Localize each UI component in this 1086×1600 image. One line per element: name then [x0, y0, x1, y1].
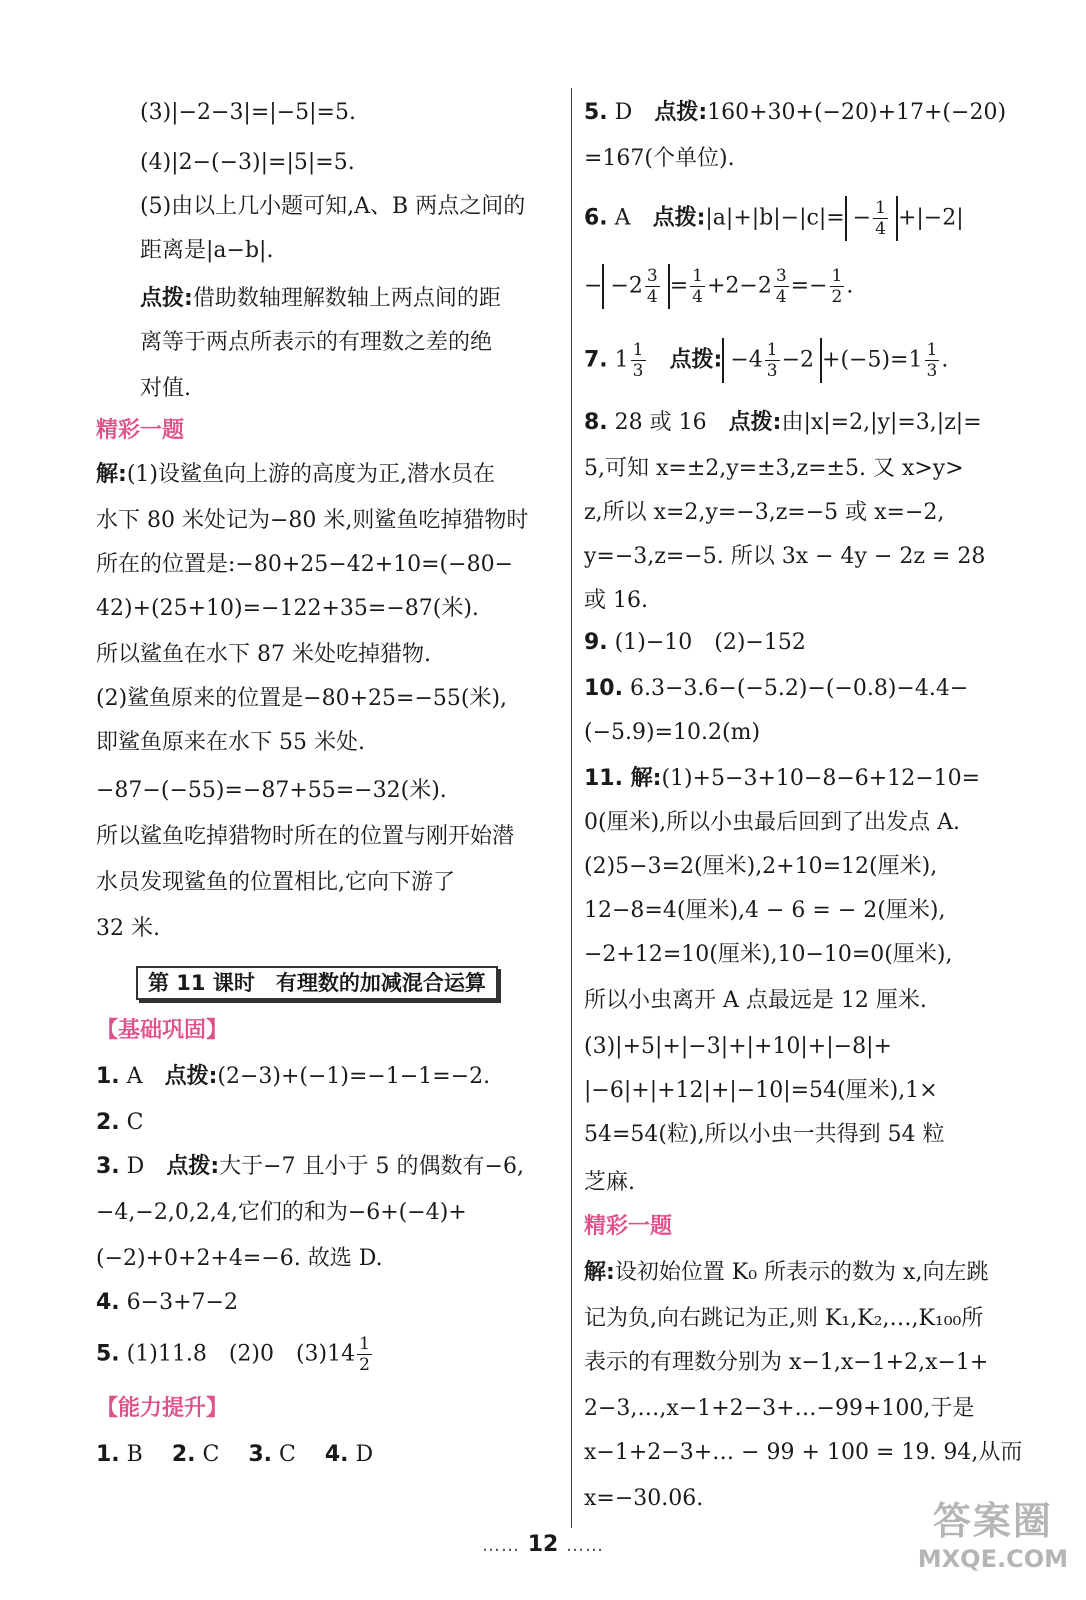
- page-number: 12: [527, 1532, 559, 1557]
- answer-text: 6−3+7−2: [119, 1290, 238, 1315]
- answer-line: [584, 98, 1006, 128]
- numerator: 1: [692, 266, 703, 286]
- text-line: 对值.: [140, 376, 191, 401]
- text-line: 54=54(粒),所以小虫一共得到 54 粒: [584, 1122, 945, 1147]
- denominator: 4: [646, 287, 658, 307]
- denominator: 3: [766, 361, 778, 381]
- math-text: |a|+|b|−|c|=: [705, 205, 845, 231]
- question-number: 5.: [584, 100, 608, 125]
- text-line: x−1+2−3+… − 99 + 100 = 19. 94,从而: [584, 1440, 1023, 1465]
- answer-line: [96, 1062, 490, 1092]
- text-line: 5,可知 x=±2,y=±3,z=±5. 又 x>y>: [584, 456, 964, 481]
- math-text: =: [669, 273, 689, 299]
- question-number: 2.: [171, 1442, 196, 1467]
- answer-text: 28 或 16: [607, 410, 729, 435]
- text-line: (4)|2−(−3)|=|5|=5.: [140, 150, 355, 175]
- text-line: 水下 80 米处记为−80 米,则鲨鱼吃掉猎物时: [96, 508, 529, 533]
- solution-label: 解:: [584, 1260, 615, 1285]
- fraction: [357, 1334, 372, 1375]
- solution-text: 设初始位置 K₀ 所表示的数为 x,向左跳: [614, 1260, 989, 1285]
- text-line: (3)|+5|+|−3|+|+10|+|−8|+: [584, 1034, 892, 1059]
- question-number: 4.: [96, 1290, 120, 1315]
- question-number: 1.: [96, 1442, 120, 1467]
- answer-choice: C: [272, 1442, 318, 1467]
- answer-choice: B: [119, 1442, 165, 1467]
- text-line: 所在的位置是:−80+25−42+10=(−80−: [96, 552, 514, 577]
- hint-text: (2−3)+(−1)=−1−1=−2.: [217, 1064, 491, 1089]
- solution-text: (1)设鲨鱼向上游的高度为正,潜水员在: [126, 462, 495, 487]
- answer-text: 6.3−3.6−(−5.2)−(−0.8)−4.4−: [622, 676, 969, 701]
- hint-label: 点拨:: [140, 286, 193, 311]
- absolute-value: [845, 196, 898, 241]
- fraction: [873, 198, 888, 239]
- hint-label: 点拨:: [654, 100, 708, 125]
- hint-text: 160+30+(−20)+17+(−20): [707, 100, 1007, 125]
- solution-label: 解:: [96, 462, 127, 487]
- hint-text: 由|x|=2,|y|=3,|z|=: [781, 410, 982, 435]
- hint-label: 点拨:: [669, 347, 723, 373]
- footer-dots: ……: [482, 1535, 521, 1556]
- text-line: 或 16.: [584, 588, 648, 613]
- text-line: 所以鲨鱼在水下 87 米处吃掉猎物.: [96, 642, 431, 667]
- hint-label: 点拨:: [164, 1064, 218, 1089]
- question-number: 1.: [96, 1064, 120, 1089]
- math-text: −2: [781, 347, 815, 373]
- section-heading-jingcai: 精彩一题: [96, 418, 185, 443]
- math-text: .: [941, 347, 949, 373]
- section-heading-nengli: 【能力提升】: [96, 1396, 229, 1421]
- question-number: 9.: [584, 630, 608, 655]
- question-number: 10.: [584, 676, 623, 701]
- fraction: [765, 340, 780, 381]
- answer-choice: C: [195, 1442, 242, 1467]
- text-line: 水员发现鲨鱼的位置相比,它向下游了: [96, 870, 455, 895]
- hint-label: 点拨:: [166, 1154, 220, 1179]
- text-line: 12−8=4(厘米),4 − 6 = − 2(厘米),: [584, 898, 946, 923]
- numerator: 1: [766, 340, 778, 360]
- column-divider: [571, 88, 572, 1528]
- fraction: [645, 266, 660, 307]
- math-line: [584, 264, 853, 309]
- math-text: +(−5)=1: [822, 347, 923, 373]
- math-text: +|−2|: [897, 205, 964, 231]
- absolute-value: [602, 264, 669, 309]
- text-line: y=−3,z=−5. 所以 3x − 4y − 2z = 28: [584, 544, 986, 569]
- fraction: [690, 266, 705, 307]
- math-text: −: [852, 205, 872, 231]
- text-line: 所以鲨鱼吃掉猎物时所在的位置与刚开始潜: [96, 824, 515, 849]
- text-line: 记为负,向右跳记为正,则 K₁,K₂,…,K₁₀₀所: [584, 1306, 984, 1331]
- text-line: (2)鲨鱼原来的位置是−80+25=−55(米),: [96, 686, 508, 711]
- footer-dots: ……: [565, 1535, 604, 1556]
- answer-line: [584, 628, 806, 658]
- denominator: 3: [926, 361, 938, 381]
- denominator: 4: [875, 219, 886, 239]
- answer-line: [96, 1334, 374, 1375]
- text-line: (2)5−3=2(厘米),2+10=12(厘米),: [584, 854, 938, 879]
- numerator: 1: [831, 266, 843, 286]
- text-line: z,所以 x=2,y=−3,z=−5 或 x=−2,: [584, 500, 945, 525]
- answer-line: [584, 338, 948, 383]
- numerator: 3: [646, 266, 658, 286]
- numerator: 1: [632, 340, 644, 360]
- text-line: 离等于两点所表示的有理数之差的绝: [140, 330, 493, 355]
- question-number: 2.: [96, 1110, 120, 1135]
- text-line: [140, 284, 501, 314]
- text-line: x=−30.06.: [584, 1486, 704, 1511]
- denominator: 4: [692, 287, 703, 307]
- solution-text: (1)+5−3+10−8−6+12−10=: [661, 766, 981, 791]
- text-line: =167(个单位).: [584, 146, 735, 171]
- text-line: 即鲨鱼原来在水下 55 米处.: [96, 730, 365, 755]
- text-line: 42)+(25+10)=−122+35=−87(米).: [96, 596, 479, 621]
- fraction: [774, 266, 789, 307]
- solution-label: 解:: [622, 766, 662, 791]
- question-number: 3.: [96, 1154, 120, 1179]
- hint-label: 点拨:: [652, 205, 706, 231]
- text-line: −4,−2,0,2,4,它们的和为−6+(−4)+: [96, 1200, 467, 1225]
- text-line: (−2)+0+2+4=−6. 故选 D.: [96, 1246, 383, 1271]
- answer-choice: C: [119, 1110, 144, 1135]
- answer-line: [96, 1152, 524, 1182]
- text-line: |−6|+|+12|+|−10|=54(厘米),1×: [584, 1078, 938, 1103]
- text-line: 所以小虫离开 A 点最远是 12 厘米.: [584, 988, 927, 1013]
- denominator: 4: [775, 287, 787, 307]
- denominator: 3: [632, 361, 644, 381]
- watermark-url: MXQE.COM: [917, 1545, 1068, 1573]
- numerator: 3: [775, 266, 787, 286]
- fraction: [631, 340, 646, 381]
- answer-line: [96, 1440, 373, 1470]
- question-number: 11.: [584, 766, 623, 791]
- watermark-text: 答案圈: [932, 1499, 1053, 1543]
- absolute-value: [722, 338, 822, 383]
- text-line: 芝麻.: [584, 1170, 635, 1195]
- answer-text: (1)−10 (2)−152: [607, 630, 806, 655]
- answer-line: [96, 1108, 144, 1138]
- numerator: 1: [359, 1334, 370, 1354]
- answer-line: [584, 196, 964, 241]
- text-line: [584, 1258, 988, 1288]
- math-text: −4: [730, 347, 763, 373]
- answer-choice: D: [119, 1154, 167, 1179]
- answer-line: [584, 408, 982, 438]
- answer-text: (1)11.8 (2)0 (3)14: [119, 1341, 356, 1367]
- text-line: 2−3,…,x−1+2−3+…−99+100,于是: [584, 1396, 975, 1421]
- answer-choice: D: [348, 1442, 374, 1467]
- fraction: [925, 340, 940, 381]
- section-heading-jichu: 【基础巩固】: [96, 1018, 229, 1043]
- question-number: 5.: [96, 1341, 120, 1367]
- text-line: −87−(−55)=−87+55=−32(米).: [96, 778, 447, 803]
- text-line: [96, 460, 495, 490]
- question-number: 3.: [248, 1442, 273, 1467]
- lesson-title: 第 11 课时 有理数的加减混合运算: [136, 966, 498, 1000]
- math-text: +2−2: [706, 273, 772, 299]
- question-number: 8.: [584, 410, 608, 435]
- text-line: (3)|−2−3|=|−5|=5.: [140, 100, 356, 125]
- hint-text: 大于−7 且小于 5 的偶数有−6,: [219, 1154, 524, 1179]
- answer-choice: A: [607, 205, 653, 231]
- watermark-logo: [918, 1490, 1068, 1573]
- text-line: 距离是|a−b|.: [140, 238, 274, 263]
- text-line: 32 米.: [96, 916, 160, 941]
- question-number: 6.: [584, 205, 608, 231]
- answer-text: 1: [607, 347, 629, 373]
- question-number: 4.: [324, 1442, 349, 1467]
- text-line: (5)由以上几小题可知,A、B 两点之间的: [140, 194, 526, 219]
- math-text: −2: [610, 273, 643, 299]
- text-line: 0(厘米),所以小虫最后回到了出发点 A.: [584, 810, 961, 835]
- answer-line: [584, 674, 968, 704]
- answer-choice: D: [607, 100, 655, 125]
- text-line: 表示的有理数分别为 x−1,x−1+2,x−1+: [584, 1350, 989, 1375]
- numerator: 1: [926, 340, 938, 360]
- numerator: 1: [875, 198, 886, 218]
- answer-line: [96, 1288, 238, 1318]
- answer-line: [584, 764, 980, 794]
- fraction: [830, 266, 845, 307]
- math-text: =−: [790, 273, 828, 299]
- denominator: 2: [831, 287, 843, 307]
- text-line: (−5.9)=10.2(m): [584, 720, 761, 745]
- answer-choice: A: [119, 1064, 165, 1089]
- hint-text: 借助数轴理解数轴上两点间的距: [192, 286, 501, 311]
- question-number: 7.: [584, 347, 608, 373]
- math-text: .: [846, 273, 854, 299]
- math-text: −: [584, 273, 603, 299]
- section-heading-jingcai: 精彩一题: [584, 1214, 673, 1239]
- text-line: −2+12=10(厘米),10−10=0(厘米),: [584, 942, 953, 967]
- denominator: 2: [359, 1355, 370, 1375]
- hint-label: 点拨:: [728, 410, 782, 435]
